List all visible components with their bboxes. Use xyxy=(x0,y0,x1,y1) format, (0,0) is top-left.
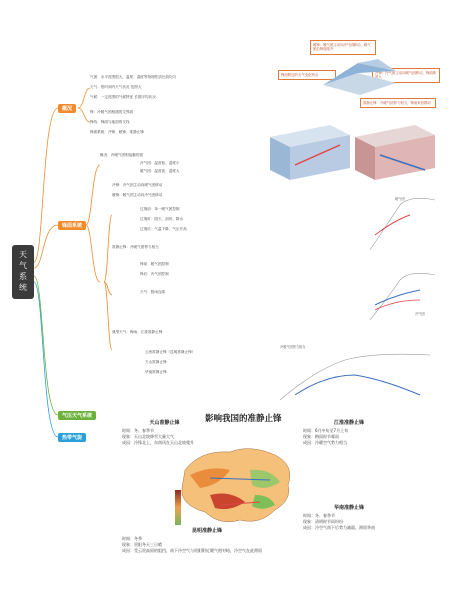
front-item: 锋前：暖气团控制 xyxy=(140,262,169,266)
front-item: 暖气团：温度高、湿度大 xyxy=(140,169,180,173)
box-jianghuai xyxy=(303,420,395,446)
overview-item: 气团：水平范围很大，温度、湿度等物理性质比较均匀 xyxy=(90,75,177,79)
box-title: 华南准静止锋 xyxy=(333,505,364,511)
box-phen: 现象：贵阳冬天三日晴 xyxy=(122,542,162,547)
front-item: 过境后：气温下降、气压升高 xyxy=(140,227,187,231)
front-item: 云贵准静止锋（昆明准静止锋） xyxy=(145,350,196,354)
front-item: 暖锋：暖气团主动向冷气团移动 xyxy=(112,193,163,197)
overview-item: 气候：一定范围的气候特征 长期平均状况 xyxy=(90,95,156,99)
front-item: 华南准静止锋 xyxy=(145,370,167,374)
warm-front-line-diagram xyxy=(360,190,440,255)
overview-item: 天气：短时间内天气状况 范围大 xyxy=(90,85,142,89)
map-title: 影响我国的准静止锋 xyxy=(205,414,282,424)
box-kunming xyxy=(122,528,292,554)
front-item: 冷锋：冷气团主动向暖气团移动 xyxy=(112,183,163,187)
box-time: 时间：冬季 xyxy=(122,536,142,541)
box-time: 时间：冬、春季节 xyxy=(303,513,335,518)
stationary-front-diagram xyxy=(275,340,435,405)
front-item: 过境时：阴天、刮风、降水 xyxy=(140,217,184,221)
front-item: 天山准静止锋 xyxy=(145,360,167,364)
overview-item: 锋线：锋面与地面的交线 xyxy=(90,120,130,124)
front-item: 冷气团：温度低、湿度小 xyxy=(140,161,180,165)
box-cause: 成因：冷空气南下后势力减弱，滞留华南 xyxy=(303,525,375,530)
branch-tropical[interactable]: 热带气旋 xyxy=(58,433,86,442)
overview-item: 锋：冷暖气团相遇的交界面 xyxy=(90,110,134,114)
branch-overview[interactable]: 概况 xyxy=(58,104,76,113)
branch-pressure[interactable]: 气压天气系统 xyxy=(58,411,96,420)
root-node[interactable]: 天 气 系 统 xyxy=(12,245,34,299)
callout-weather: 锋面附近的天气变化特点 xyxy=(278,70,336,80)
box-title: 昆明准静止锋 xyxy=(191,528,222,534)
front-item: 典型天气：梅雨、江淮准静止锋 xyxy=(112,330,163,334)
callout-warm-front: 暖锋：暖气团主动向冷气团移动，暖气团沿锋面爬升 xyxy=(310,40,376,55)
box-cause: 成因：冷锋北上，东南风在天山北坡爬升 xyxy=(122,440,194,445)
box-time: 时间：冬、春季节 xyxy=(122,428,154,433)
cold-air-label: 冷气团 xyxy=(415,312,425,316)
box-cause: 成因：受云贵高原的阻挡，南下冷空气与贵阳附近暖气相对峙，冷空气在此滞留 xyxy=(122,548,262,553)
box-phen: 现象：天山北坡降雪大量大气 xyxy=(122,434,174,439)
front-item: 准静止锋：冷暖气团势力相当 xyxy=(112,245,159,249)
warm-front-diagram xyxy=(270,125,350,180)
warm-air-label: 暖气团 xyxy=(395,197,405,201)
callout-stationary: 准静止锋：冷暖气团势力相当，锋面来回摆动 xyxy=(360,98,436,108)
callout-cold-front: 冷锋：冷气团主动向暖气团移动，锋面坡度大 xyxy=(372,68,440,83)
china-map xyxy=(170,440,300,530)
box-phen: 现象：梅雨时节霉雨 xyxy=(303,434,339,439)
box-huanan xyxy=(303,505,395,531)
box-time: 时间：6月中旬至7月上旬 xyxy=(303,428,349,433)
stationary-direction-label: 冷暖气团势力相当 xyxy=(280,345,306,349)
front-item: 天气：阴雨连绵 xyxy=(140,290,166,294)
box-cause: 成因：冷暖空气势力相当 xyxy=(303,440,347,445)
front-item: 锋后：冷气团控制 xyxy=(140,272,169,276)
cold-front-diagram xyxy=(355,125,435,180)
box-title: 天山准静止锋 xyxy=(149,420,180,426)
branch-front[interactable]: 锋面系统 xyxy=(58,221,86,230)
front-3d-diagram xyxy=(318,55,398,95)
box-title: 江淮准静止锋 xyxy=(333,420,364,426)
front-item: 概况：冷暖气团相接触的面 xyxy=(100,153,144,157)
front-item: 过境前：单一暖气团控制 xyxy=(140,207,180,211)
overview-item: 锋面系统：冷锋、暖锋、准静止锋 xyxy=(90,130,144,134)
cold-front-line-diagram xyxy=(360,265,440,330)
box-phen: 现象：清明时节雨纷纷 xyxy=(303,519,343,524)
